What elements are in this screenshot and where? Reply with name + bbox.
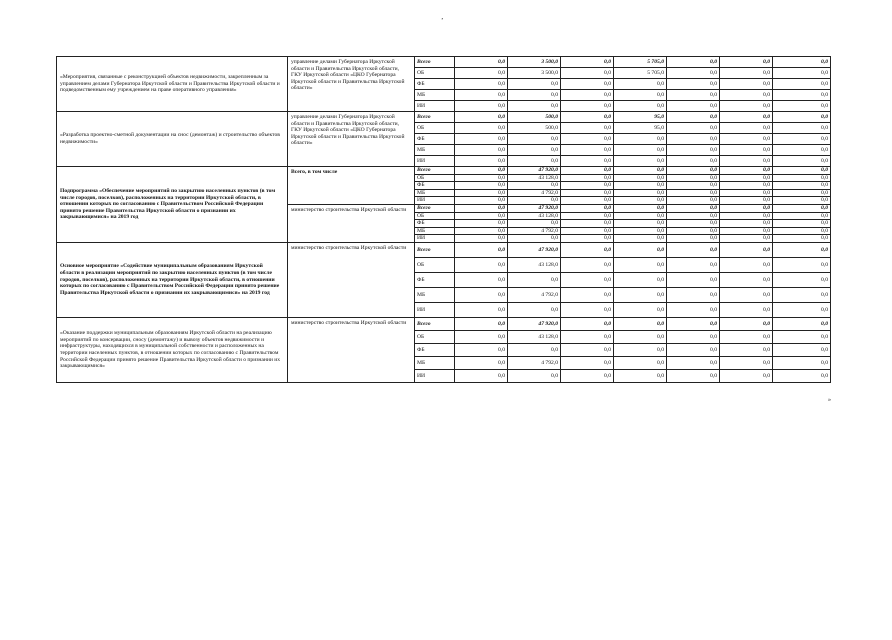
amount-cell: 0,0 — [614, 90, 667, 101]
amount-cell: 0,0 — [561, 145, 614, 156]
amount-cell: 0,0 — [773, 79, 831, 90]
table-row — [57, 167, 831, 175]
amount-cell: 0,0 — [720, 101, 773, 112]
amount-cell: 0,0 — [561, 134, 614, 145]
executor-text: Всего, в том числе — [291, 169, 338, 175]
amount-cell: 0,0 — [561, 220, 614, 228]
funding-source-cell: Всего — [415, 57, 455, 68]
amount-cell: 0,0 — [667, 145, 720, 156]
amount-cell: 0,0 — [561, 369, 614, 382]
amount-cell: 0,0 — [508, 343, 561, 356]
amount-cell: 0,0 — [773, 156, 831, 167]
amount-cell: 0,0 — [614, 189, 667, 197]
funding-source-cell: Всего — [415, 242, 455, 257]
amount-cell: 0,0 — [773, 212, 831, 220]
amount-cell: 0,0 — [614, 235, 667, 243]
amount-cell: 0,0 — [773, 174, 831, 182]
amount-cell: 0,0 — [667, 204, 720, 212]
funding-source-cell: ФБ — [415, 220, 455, 228]
amount-cell: 0,0 — [614, 343, 667, 356]
amount-cell: 0,0 — [614, 257, 667, 272]
funding-source-cell: ОБ — [415, 212, 455, 220]
funding-source-cell: ФБ — [415, 272, 455, 287]
amount-cell: 0,0 — [773, 123, 831, 134]
amount-cell: 0,0 — [455, 90, 508, 101]
amount-cell: 0,0 — [614, 212, 667, 220]
funding-source-cell: ОБ — [415, 174, 455, 182]
amount-cell: 0,0 — [773, 197, 831, 205]
amount-cell: 0,0 — [667, 57, 720, 68]
amount-cell: 0,0 — [773, 257, 831, 272]
funding-source-cell: Всего — [415, 204, 455, 212]
funding-source-cell: ИИ — [415, 302, 455, 317]
amount-cell: 0,0 — [773, 145, 831, 156]
amount-cell: 0,0 — [561, 272, 614, 287]
executor-cell — [288, 57, 415, 112]
amount-cell: 0,0 — [455, 302, 508, 317]
amount-cell: 0,0 — [614, 369, 667, 382]
funding-source-cell: Всего — [415, 167, 455, 175]
amount-cell: 0,0 — [667, 257, 720, 272]
amount-cell: 0,0 — [561, 182, 614, 190]
executor-cell — [288, 317, 415, 382]
program-name-cell: «Разработка проектно-сметной документации на снос (демонтаж) и строительство объектов недвижимости» — [57, 112, 288, 167]
amount-cell: 0,0 — [455, 145, 508, 156]
funding-source-cell: ФБ — [415, 182, 455, 190]
amount-cell: 0,0 — [561, 287, 614, 302]
amount-cell: 0,0 — [561, 242, 614, 257]
amount-cell: 0,0 — [455, 79, 508, 90]
amount-cell: 0,0 — [773, 112, 831, 123]
funding-source-cell: МБ — [415, 227, 455, 235]
amount-cell: 0,0 — [720, 197, 773, 205]
amount-cell: 0,0 — [561, 197, 614, 205]
amount-cell: 0,0 — [614, 156, 667, 167]
amount-cell: 0,0 — [455, 174, 508, 182]
amount-cell: 47 920,0 — [508, 204, 561, 212]
executor-text: ГКУ Иркутской области «ЦКО Губернатора Иркутской области и Правительства Иркутской области» — [291, 127, 405, 147]
amount-cell: 0,0 — [773, 101, 831, 112]
funding-source-cell: ОБ — [415, 123, 455, 134]
amount-cell: 0,0 — [720, 330, 773, 343]
amount-cell: 0,0 — [455, 220, 508, 228]
amount-cell: 0,0 — [667, 343, 720, 356]
amount-cell: 0,0 — [455, 156, 508, 167]
amount-cell: 0,0 — [614, 197, 667, 205]
program-name-cell: «Оказание поддержки муниципальным образованиям Иркутской области на реализацию мероприятий по консервации, сносу (демонтажу) и вывозу объектов недвижимости и инфраструктуры, находящихся в муниципальной собственности и расположенных на территории населенных пунктов, в отношении которых по согласованию с Правительством Российской Федерации принято решение Правительства Иркутской области о признании их закрывающимися» — [57, 317, 288, 382]
amount-cell: 0,0 — [667, 189, 720, 197]
amount-cell: 0,0 — [720, 189, 773, 197]
amount-cell: 0,0 — [561, 189, 614, 197]
amount-cell: 0,0 — [508, 272, 561, 287]
amount-cell: 0,0 — [773, 242, 831, 257]
amount-cell: 0,0 — [455, 369, 508, 382]
amount-cell: 0,0 — [667, 212, 720, 220]
funding-source-cell: ИИ — [415, 101, 455, 112]
amount-cell: 0,0 — [773, 343, 831, 356]
amount-cell: 0,0 — [508, 197, 561, 205]
amount-cell: 0,0 — [667, 90, 720, 101]
amount-cell: 0,0 — [720, 167, 773, 175]
funding-source-cell: ИИ — [415, 369, 455, 382]
amount-cell: 0,0 — [720, 235, 773, 243]
amount-cell: 3 500,0 — [508, 57, 561, 68]
amount-cell: 0,0 — [614, 330, 667, 343]
amount-cell: 0,0 — [614, 227, 667, 235]
amount-cell: 0,0 — [667, 317, 720, 330]
amount-cell: 0,0 — [455, 272, 508, 287]
amount-cell: 0,0 — [455, 197, 508, 205]
funding-source-cell: Всего — [415, 317, 455, 330]
amount-cell: 0,0 — [455, 212, 508, 220]
amount-cell: 47 920,0 — [508, 167, 561, 175]
amount-cell: 0,0 — [508, 235, 561, 243]
amount-cell: 43 128,0 — [508, 257, 561, 272]
amount-cell: 0,0 — [667, 134, 720, 145]
amount-cell: 4 792,0 — [508, 227, 561, 235]
funding-source-cell: МБ — [415, 287, 455, 302]
amount-cell: 0,0 — [667, 167, 720, 175]
funding-source-cell: ОБ — [415, 330, 455, 343]
amount-cell: 0,0 — [773, 220, 831, 228]
amount-cell: 500,0 — [508, 123, 561, 134]
amount-cell: 0,0 — [720, 90, 773, 101]
amount-cell: 0,0 — [720, 343, 773, 356]
amount-cell: 0,0 — [455, 182, 508, 190]
funding-source-cell: МБ — [415, 189, 455, 197]
funding-source-cell: ИИ — [415, 235, 455, 243]
amount-cell: 500,0 — [508, 112, 561, 123]
page-mark: ʼ — [441, 17, 444, 25]
program-name-cell: «Мероприятия, связанные с реконструкцией объектов недвижимости, закрепленным за управлением делами Губернатора Иркутской области и Правительства Иркутской области и подведомственным ему учреждением на праве оперативного управления» — [57, 57, 288, 112]
amount-cell: 95,0 — [614, 123, 667, 134]
amount-cell: 0,0 — [614, 145, 667, 156]
amount-cell: 0,0 — [667, 156, 720, 167]
amount-cell: 0,0 — [561, 57, 614, 68]
amount-cell: 5 705,0 — [614, 68, 667, 79]
funding-source-cell: МБ — [415, 356, 455, 369]
amount-cell: 0,0 — [773, 68, 831, 79]
executor-cell — [288, 242, 415, 317]
amount-cell: 0,0 — [773, 287, 831, 302]
amount-cell: 0,0 — [773, 272, 831, 287]
amount-cell: 0,0 — [561, 174, 614, 182]
amount-cell: 0,0 — [720, 123, 773, 134]
amount-cell: 0,0 — [667, 242, 720, 257]
amount-cell: 43 128,0 — [508, 212, 561, 220]
amount-cell: 0,0 — [720, 287, 773, 302]
amount-cell: 0,0 — [667, 79, 720, 90]
amount-cell: 0,0 — [667, 182, 720, 190]
amount-cell: 0,0 — [667, 220, 720, 228]
amount-cell: 0,0 — [667, 227, 720, 235]
amount-cell: 0,0 — [720, 242, 773, 257]
amount-cell: 0,0 — [455, 235, 508, 243]
amount-cell: 0,0 — [720, 79, 773, 90]
amount-cell: 0,0 — [614, 317, 667, 330]
amount-cell: 0,0 — [614, 272, 667, 287]
executor-text: управление делами Губернатора Иркутской области и Правительства Иркутской области, — [291, 59, 400, 72]
amount-cell: 0,0 — [720, 227, 773, 235]
amount-cell: 0,0 — [455, 68, 508, 79]
corner-mark: » — [828, 397, 831, 403]
amount-cell: 0,0 — [773, 317, 831, 330]
amount-cell: 0,0 — [667, 197, 720, 205]
amount-cell: 0,0 — [773, 330, 831, 343]
amount-cell: 0,0 — [720, 356, 773, 369]
amount-cell: 0,0 — [667, 330, 720, 343]
amount-cell: 0,0 — [720, 112, 773, 123]
amount-cell: 0,0 — [561, 112, 614, 123]
amount-cell: 0,0 — [614, 356, 667, 369]
amount-cell: 0,0 — [773, 356, 831, 369]
executor-cell — [288, 112, 415, 167]
table-row — [57, 242, 831, 257]
amount-cell: 0,0 — [667, 302, 720, 317]
amount-cell: 0,0 — [667, 369, 720, 382]
amount-cell: 0,0 — [561, 204, 614, 212]
amount-cell: 0,0 — [720, 204, 773, 212]
amount-cell: 0,0 — [720, 57, 773, 68]
executor-text: министерство строительства Иркутской области — [291, 319, 407, 326]
amount-cell: 0,0 — [508, 90, 561, 101]
amount-cell: 0,0 — [720, 369, 773, 382]
amount-cell: 0,0 — [455, 343, 508, 356]
funding-source-cell: ИИ — [415, 156, 455, 167]
amount-cell: 0,0 — [561, 257, 614, 272]
funding-source-cell: МБ — [415, 90, 455, 101]
amount-cell: 0,0 — [614, 134, 667, 145]
amount-cell: 0,0 — [455, 189, 508, 197]
amount-cell: 0,0 — [720, 272, 773, 287]
amount-cell: 0,0 — [773, 189, 831, 197]
amount-cell: 0,0 — [455, 101, 508, 112]
amount-cell: 0,0 — [561, 302, 614, 317]
amount-cell: 0,0 — [773, 57, 831, 68]
amount-cell: 0,0 — [455, 356, 508, 369]
amount-cell: 0,0 — [720, 174, 773, 182]
amount-cell: 0,0 — [614, 101, 667, 112]
amount-cell: 0,0 — [773, 134, 831, 145]
amount-cell: 0,0 — [455, 204, 508, 212]
amount-cell: 0,0 — [561, 156, 614, 167]
amount-cell: 0,0 — [773, 204, 831, 212]
executor-text: управление делами Губернатора Иркутской области и Правительства Иркутской области, — [291, 114, 400, 127]
amount-cell: 0,0 — [667, 123, 720, 134]
amount-cell: 43 128,0 — [508, 330, 561, 343]
amount-cell: 3 500,0 — [508, 68, 561, 79]
funding-source-cell: ОБ — [415, 68, 455, 79]
amount-cell: 0,0 — [667, 356, 720, 369]
amount-cell: 0,0 — [667, 235, 720, 243]
amount-cell: 0,0 — [614, 79, 667, 90]
executor-text: министерство строительства Иркутской области — [291, 244, 407, 251]
funding-source-cell: ИИ — [415, 197, 455, 205]
amount-cell: 0,0 — [720, 68, 773, 79]
funding-source-cell: МБ — [415, 145, 455, 156]
amount-cell: 0,0 — [561, 123, 614, 134]
amount-cell: 0,0 — [561, 317, 614, 330]
amount-cell: 0,0 — [455, 134, 508, 145]
amount-cell: 95,0 — [614, 112, 667, 123]
amount-cell: 0,0 — [720, 317, 773, 330]
amount-cell: 0,0 — [508, 220, 561, 228]
amount-cell: 0,0 — [773, 235, 831, 243]
amount-cell: 0,0 — [773, 90, 831, 101]
amount-cell: 47 920,0 — [508, 317, 561, 330]
amount-cell: 0,0 — [508, 101, 561, 112]
amount-cell: 0,0 — [561, 79, 614, 90]
amount-cell: 0,0 — [720, 182, 773, 190]
amount-cell: 0,0 — [614, 220, 667, 228]
amount-cell: 0,0 — [508, 145, 561, 156]
funding-source-cell: ОБ — [415, 257, 455, 272]
amount-cell: 0,0 — [773, 369, 831, 382]
amount-cell: 0,0 — [720, 302, 773, 317]
amount-cell: 0,0 — [667, 101, 720, 112]
amount-cell: 0,0 — [667, 287, 720, 302]
executor-cell — [288, 167, 415, 205]
funding-source-cell: ФБ — [415, 79, 455, 90]
amount-cell: 0,0 — [720, 257, 773, 272]
table-row — [57, 317, 831, 330]
amount-cell: 4 792,0 — [508, 356, 561, 369]
amount-cell: 0,0 — [720, 156, 773, 167]
amount-cell: 0,0 — [720, 145, 773, 156]
amount-cell: 0,0 — [455, 123, 508, 134]
amount-cell: 0,0 — [455, 167, 508, 175]
amount-cell: 5 705,0 — [614, 57, 667, 68]
amount-cell: 0,0 — [561, 330, 614, 343]
amount-cell: 0,0 — [561, 90, 614, 101]
amount-cell: 0,0 — [455, 112, 508, 123]
funding-source-cell: ФБ — [415, 343, 455, 356]
amount-cell: 0,0 — [667, 174, 720, 182]
amount-cell: 0,0 — [720, 134, 773, 145]
funding-table — [56, 56, 831, 383]
amount-cell: 0,0 — [614, 182, 667, 190]
program-name-cell: Основное мероприятие «Содействие муниципальным образованиям Иркутской области в реализации мероприятий по закрытию населенных пунктов (в том числе городов, поселков), расположенных на территории Иркутской области, в отношении которых по согласованию с Правительством Российской Федерации принято решение Правительства Иркутской области о признании их закрывающимися» на 2019 год — [57, 242, 288, 317]
amount-cell: 0,0 — [455, 227, 508, 235]
amount-cell: 43 128,0 — [508, 174, 561, 182]
amount-cell: 0,0 — [561, 343, 614, 356]
amount-cell: 4 792,0 — [508, 287, 561, 302]
executor-text: ГКУ Иркутской области «ЦКО Губернатора Иркутской области и Правительства Иркутской области» — [291, 72, 405, 92]
amount-cell: 0,0 — [773, 182, 831, 190]
amount-cell: 0,0 — [508, 134, 561, 145]
amount-cell: 0,0 — [773, 167, 831, 175]
amount-cell: 0,0 — [614, 242, 667, 257]
amount-cell: 0,0 — [667, 68, 720, 79]
amount-cell: 0,0 — [614, 302, 667, 317]
amount-cell: 0,0 — [508, 79, 561, 90]
amount-cell: 0,0 — [508, 182, 561, 190]
amount-cell: 0,0 — [455, 287, 508, 302]
amount-cell: 0,0 — [667, 272, 720, 287]
funding-source-cell: Всего — [415, 112, 455, 123]
amount-cell: 0,0 — [773, 227, 831, 235]
amount-cell: 0,0 — [614, 204, 667, 212]
amount-cell: 0,0 — [455, 317, 508, 330]
amount-cell: 0,0 — [561, 101, 614, 112]
amount-cell: 0,0 — [455, 57, 508, 68]
amount-cell: 0,0 — [508, 156, 561, 167]
amount-cell: 0,0 — [720, 220, 773, 228]
amount-cell: 0,0 — [614, 174, 667, 182]
amount-cell: 47 920,0 — [508, 242, 561, 257]
executor-text: министерство строительства Иркутской области — [291, 206, 407, 213]
amount-cell: 0,0 — [561, 212, 614, 220]
amount-cell: 0,0 — [561, 227, 614, 235]
funding-source-cell: ФБ — [415, 134, 455, 145]
amount-cell: 0,0 — [561, 68, 614, 79]
amount-cell: 0,0 — [508, 369, 561, 382]
amount-cell: 0,0 — [455, 330, 508, 343]
table-row — [57, 112, 831, 123]
amount-cell: 0,0 — [614, 287, 667, 302]
amount-cell: 0,0 — [614, 167, 667, 175]
amount-cell: 0,0 — [561, 235, 614, 243]
amount-cell: 0,0 — [561, 356, 614, 369]
amount-cell: 0,0 — [720, 212, 773, 220]
program-name-cell: Подпрограмма «Обеспечение мероприятий по закрытию населенных пунктов (в том числе городов, поселков), расположенных на территории Иркутской области, в отношении которых по согласованию с Правительством Российской Федерации принято решение Правительства Иркутской области о признании их закрывающимися» на 2019 год — [57, 167, 288, 243]
amount-cell: 4 792,0 — [508, 189, 561, 197]
amount-cell: 0,0 — [561, 167, 614, 175]
amount-cell: 0,0 — [455, 257, 508, 272]
amount-cell: 0,0 — [508, 302, 561, 317]
amount-cell: 0,0 — [667, 112, 720, 123]
amount-cell: 0,0 — [773, 302, 831, 317]
executor-cell — [288, 204, 415, 242]
table-row — [57, 57, 831, 68]
amount-cell: 0,0 — [455, 242, 508, 257]
